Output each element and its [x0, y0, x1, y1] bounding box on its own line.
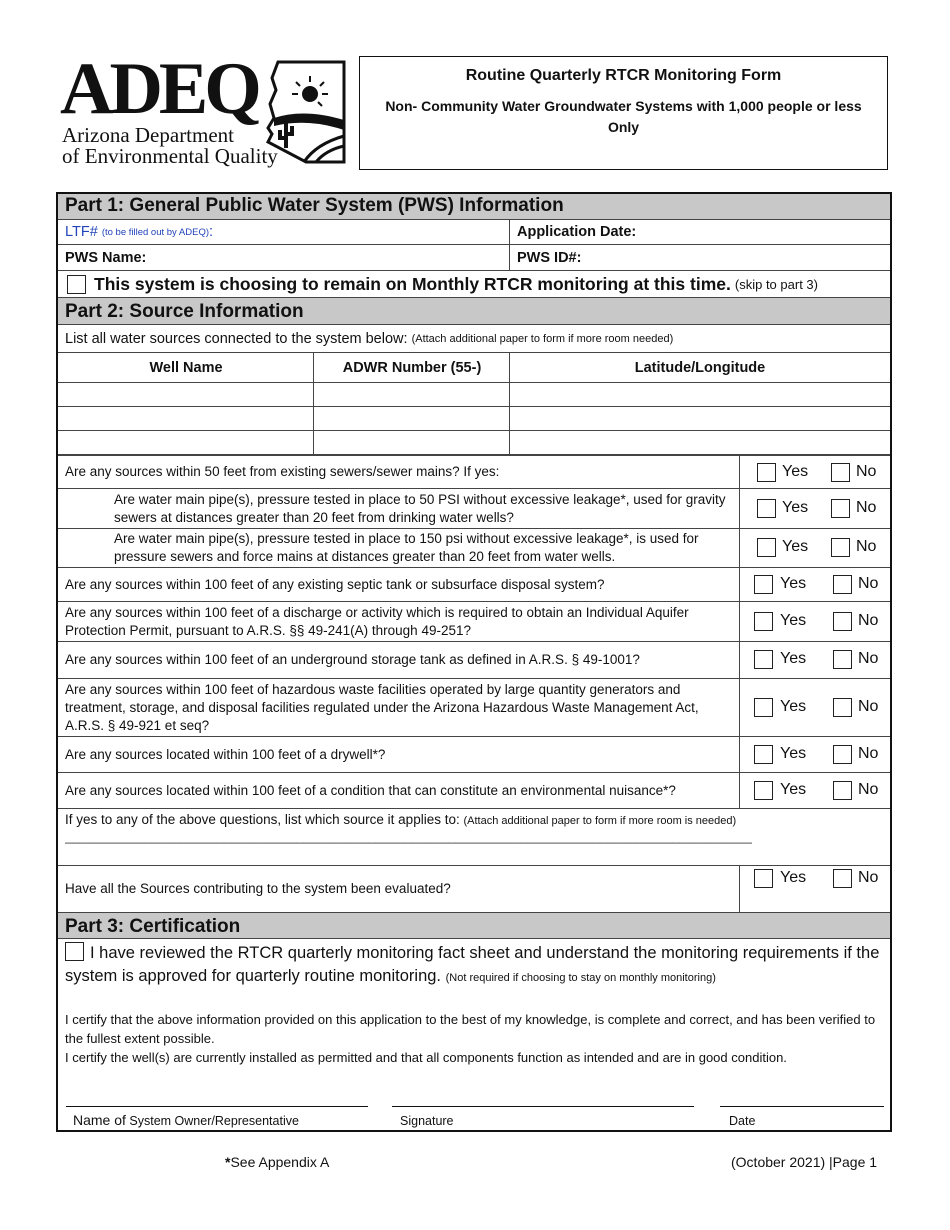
well-name-input[interactable]	[58, 383, 314, 406]
source-row	[58, 407, 890, 431]
no-label: No	[858, 698, 879, 715]
adwr-number-input[interactable]	[314, 431, 510, 454]
question-text: Are any sources located within 100 feet of a condition that can constitute an environmental nuisance*?	[65, 782, 676, 798]
question-row-hazardous-waste	[58, 679, 890, 737]
monthly-checkbox[interactable]	[67, 275, 86, 294]
yes-label: Yes	[780, 612, 807, 629]
if-yes-row	[58, 809, 890, 866]
yes-checkbox[interactable]	[754, 869, 773, 888]
certify-statement-2: I certify the well(s) are currently installed as permitted and that all components function as intended and are in good condition.	[65, 1050, 787, 1065]
source-row	[58, 383, 890, 407]
form-title-box	[359, 56, 888, 170]
list-sources-text: List all water sources connected to the system below:	[65, 330, 408, 347]
pws-name-field[interactable]: PWS Name:	[65, 249, 147, 266]
name-label: System Owner/Representative	[129, 1114, 299, 1128]
logo-acronym: ADEQ	[60, 48, 258, 130]
application-date-field[interactable]: Application Date:	[517, 224, 637, 240]
col-lat-long: Latitude/Longitude	[634, 359, 766, 376]
question-row-storage-tank	[58, 642, 890, 679]
yes-checkbox[interactable]	[757, 499, 776, 518]
no-checkbox[interactable]	[831, 499, 850, 518]
yes-label: Yes	[780, 745, 807, 762]
adwr-number-input[interactable]	[314, 407, 510, 430]
no-checkbox[interactable]	[833, 781, 852, 800]
logo-line-2: of Environmental Quality	[62, 144, 278, 168]
yes-no-group	[739, 568, 890, 601]
if-yes-note: (Attach additional paper to form if more room is needed)	[463, 815, 737, 827]
question-row-pressure-sewers	[58, 529, 890, 568]
source-row	[58, 431, 890, 455]
reviewed-statement	[65, 942, 885, 990]
yes-no-group	[739, 456, 890, 488]
arizona-state-icon	[264, 60, 348, 164]
name-prefix: Name of	[73, 1112, 126, 1128]
question-text: Are water main pipe(s), pressure tested in place to 50 PSI without excessive leakage*, used for gravity sewers at distances greater than 20 feet from drinking water wells?	[114, 491, 726, 525]
question-row-sewers	[58, 455, 890, 489]
part3-header: Part 3: Certification	[58, 912, 890, 939]
no-label: No	[858, 781, 879, 798]
if-yes-answer-line[interactable]: _______________________________________________________________________________________________	[65, 829, 752, 844]
yes-checkbox[interactable]	[754, 781, 773, 800]
no-checkbox[interactable]	[831, 538, 850, 557]
yes-no-group	[739, 679, 890, 736]
form-table	[56, 192, 892, 1132]
list-sources-row	[58, 325, 890, 353]
question-text: Are any sources located within 100 feet of a drywell*?	[65, 746, 386, 762]
owner-name-label	[73, 1112, 299, 1128]
col-well-name: Well Name	[149, 359, 223, 376]
reviewed-checkbox[interactable]	[65, 942, 84, 961]
monthly-note: (skip to part 3)	[734, 276, 818, 292]
monthly-row	[58, 271, 890, 298]
no-checkbox[interactable]	[833, 612, 852, 631]
well-name-input[interactable]	[58, 431, 314, 454]
list-sources-note: (Attach additional paper to form if more room needed)	[411, 332, 674, 345]
adwr-number-input[interactable]	[314, 383, 510, 406]
yes-checkbox[interactable]	[754, 745, 773, 764]
no-label: No	[856, 499, 877, 516]
signature-line[interactable]	[392, 1106, 694, 1107]
yes-label: Yes	[780, 698, 807, 715]
if-yes-instruction	[65, 812, 736, 827]
asterisk: *	[225, 1154, 231, 1170]
date-line[interactable]	[720, 1106, 884, 1107]
no-checkbox[interactable]	[833, 745, 852, 764]
no-label: No	[858, 575, 879, 592]
yes-label: Yes	[782, 463, 809, 480]
question-row-nuisance	[58, 773, 890, 809]
no-checkbox[interactable]	[833, 575, 852, 594]
monthly-text: This system is choosing to remain on Monthly RTCR monitoring at this time.	[94, 273, 731, 294]
question-text: Are water main pipe(s), pressure tested in place to 150 psi without excessive leakage*, is used for pressure sewers and force mains at distances greater than 20 feet from water wells.	[114, 531, 699, 564]
list-sources-instruction	[58, 325, 890, 352]
adeq-logo	[60, 48, 350, 168]
ltf-row	[58, 220, 890, 245]
if-yes-text: If yes to any of the above questions, list which source it applies to:	[65, 812, 460, 827]
yes-no-group	[739, 602, 890, 641]
question-text: Are any sources within 100 feet of hazardous waste facilities operated by large quantity generators and treatment, storage, and disposal facilities regulated under the Arizona Hazardous Waste Management Act, A.R.S. § 49-921 et seq?	[65, 681, 699, 733]
no-label: No	[858, 745, 879, 762]
monthly-option	[58, 271, 890, 297]
yes-checkbox[interactable]	[757, 463, 776, 482]
yes-no-group	[739, 773, 890, 808]
yes-checkbox[interactable]	[754, 698, 773, 717]
question-text: Are any sources within 50 feet from existing sewers/sewer mains? If yes:	[65, 464, 500, 479]
date-label: Date	[729, 1114, 756, 1128]
reviewed-note: (Not required if choosing to stay on monthly monitoring)	[445, 972, 716, 984]
form-title: Routine Quarterly RTCR Monitoring Form	[465, 67, 782, 84]
question-row-drywell	[58, 737, 890, 773]
no-label: No	[856, 463, 877, 480]
no-label: No	[858, 869, 879, 886]
reviewed-text: I have reviewed the RTCR quarterly monitoring fact sheet and understand the monitoring requirements if the system is approved for quarterly routine monitoring.	[65, 944, 880, 985]
part1-header: Part 1: General Public Water System (PWS) Information	[58, 194, 890, 220]
yes-label: Yes	[780, 781, 807, 798]
ltf-note: (to be filled out by ADEQ)	[101, 226, 210, 238]
source-table-header	[58, 353, 890, 383]
no-checkbox[interactable]	[833, 698, 852, 717]
question-text: Are any sources within 100 feet of a discharge or activity which is required to obtain an Individual Aquifer Protection Permit, pursuant to A.R.S. §§ 49-241(A) through 49-251?	[65, 604, 689, 638]
lat-long-input[interactable]	[510, 407, 890, 430]
yes-no-group	[739, 489, 890, 528]
signature-label: Signature	[400, 1114, 454, 1128]
yes-label: Yes	[782, 499, 809, 516]
lat-long-input[interactable]	[510, 431, 890, 454]
question-row-aquifer-permit	[58, 602, 890, 642]
yes-no-group	[739, 866, 890, 912]
yes-checkbox[interactable]	[754, 612, 773, 631]
question-row-gravity-sewers	[58, 489, 890, 529]
question-row-septic	[58, 568, 890, 602]
question-text: Are any sources within 100 feet of any existing septic tank or subsurface disposal system?	[65, 576, 605, 592]
question-row-evaluated	[58, 866, 890, 912]
yes-no-group	[739, 642, 890, 678]
appendix-note	[225, 1154, 329, 1170]
pws-row	[58, 245, 890, 271]
yes-checkbox[interactable]	[754, 650, 773, 669]
pws-id-field[interactable]: PWS ID#:	[517, 249, 582, 266]
yes-label: Yes	[780, 650, 807, 667]
no-label: No	[858, 650, 879, 667]
yes-label: Yes	[782, 538, 809, 555]
no-label: No	[856, 538, 877, 555]
lat-long-input[interactable]	[510, 383, 890, 406]
date-page: (October 2021) |Page 1	[731, 1154, 878, 1170]
col-adwr-number: ADWR Number (55-)	[342, 359, 482, 376]
no-label: No	[858, 612, 879, 629]
no-checkbox[interactable]	[833, 869, 852, 888]
no-checkbox[interactable]	[833, 650, 852, 669]
appendix-text: See Appendix A	[230, 1154, 330, 1170]
certify-statement-1: I certify that the above information provided on this application to the best of my knowledge, is complete and correct, and has been verified to the fullest extent possible.	[65, 1012, 876, 1046]
yes-checkbox[interactable]	[757, 538, 776, 557]
form-subtitle: Non- Community Water Groundwater Systems with 1,000 people or less Only	[385, 98, 862, 135]
ltf-field[interactable]	[58, 220, 510, 244]
owner-name-line[interactable]	[66, 1106, 368, 1107]
yes-no-group	[739, 737, 890, 772]
yes-no-group	[739, 529, 890, 567]
yes-label: Yes	[780, 575, 807, 592]
yes-checkbox[interactable]	[754, 575, 773, 594]
question-text: Are any sources within 100 feet of an underground storage tank as defined in A.R.S. § 49-1001?	[65, 652, 640, 667]
well-name-input[interactable]	[58, 407, 314, 430]
ltf-colon: :	[209, 224, 214, 240]
logo-line-1: Arizona Department	[62, 123, 235, 147]
part2-header: Part 2: Source Information	[58, 298, 890, 325]
no-checkbox[interactable]	[831, 463, 850, 482]
yes-label: Yes	[780, 869, 807, 886]
question-text: Have all the Sources contributing to the system been evaluated?	[65, 881, 451, 896]
ltf-label: LTF#	[65, 224, 98, 240]
